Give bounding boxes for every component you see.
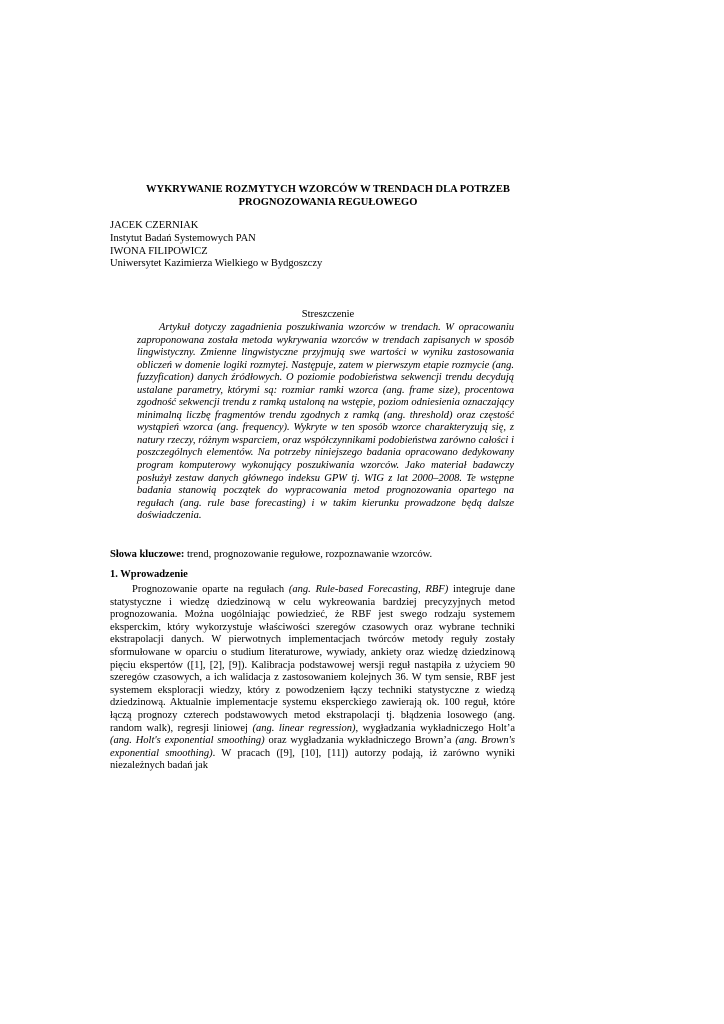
abstract-heading: Streszczenie: [301, 309, 355, 320]
title-line-2: PROGNOZOWANIA REGUŁOWEGO: [238, 197, 418, 208]
paragraph-segment-italic: (ang. Rule-based Forecasting, RBF): [288, 584, 449, 595]
paragraph-segment-italic: (ang. Brown's exponential smoothing): [110, 735, 515, 759]
keywords-label: Słowa kluczowe:: [110, 549, 185, 560]
author-name-2: IWONA FILIPOWICZ: [110, 245, 208, 257]
paragraph-segment-italic: (ang. Holt's exponential smoothing): [110, 735, 265, 747]
paragraph-segment: , wygładzania wykładniczego Holt’a: [355, 722, 515, 734]
paragraph-segment: . W pracach ([9], [10], [11]) autorzy podają, iż zarówno wyniki niezależnych badań jak: [110, 747, 516, 772]
section-heading: 1. Wprowadzenie: [110, 569, 188, 580]
paragraph-segment-italic: (ang. linear regression): [252, 722, 356, 734]
title-line-1: WYKRYWANIE ROZMYTYCH WZORCÓW W TRENDACH DLA POTRZEB: [146, 184, 510, 195]
author-affiliation-2: Uniwersytet Kazimierza Wielkiego w Bydgoszczy: [110, 258, 323, 270]
author-name-1: JACEK CZERNIAK: [110, 220, 199, 231]
author-affiliation-1: Instytut Badań Systemowych PAN: [110, 232, 256, 244]
paper-title: [110, 183, 546, 209]
paragraph-segment: oraz wygładzania wykładniczego Brown’a: [264, 735, 456, 747]
keywords-line: [110, 548, 520, 561]
paragraph-segment: integruje dane statystyczne i wiedzę dziedzinową w celu wykreowania bardziej precyzyjnych metod prognozowania. Można uogólniając powiedzieć, że RBF jest swego rodzaju systemem eksperckim, który wykorzystuje właściwości szeregów czasowych oraz wybrane techniki ekstrapolacji danych. W pierwotnych implementacjach twórców metody reguły zostały sformułowane w oparciu o studium literaturowe, wywiady, ankiety oraz wiedzę dziedzinową pięciu ekspertów ([1], [2], [9]). Kalibracja podstawowej wersji reguł nastąpiła z użyciem 90 szeregów czasowych, a ich walidacja z zastosowaniem kolejnych 36. W tym sensie, RBF jest systemem eksploracji wiedzy, który z powodzeniem łączy techniki statystyczne z wiedzą dziedzinową. Aktualnie implementacje systemu eksperckiego zawierają ok. 100 reguł, które łączą prognozy czterech podstawowych metod ekstrapolacji tj. błądzenia losowego (ang. random walk), regresji liniowej: [110, 584, 515, 734]
paragraph-segment: Prognozowanie oparte na regułach: [132, 584, 289, 595]
author-block: [110, 220, 510, 271]
abstract-text: Artykuł dotyczy zagadnienia poszukiwania wzorców w trendach. W opracowaniu zaproponowana została metoda wykrywania wzorców w trendach zapisanych w sposób lingwistyczny. Zmienne lingwistyczne przyjmują swe wartości w wyniku zastosowania obliczeń w domenie logiki rozmytej. Następuje, zatem w pierwszym etapie rozmycie (ang. fuzzyfication) danych źródłowych. O poziomie podobieństwa sekwencji trendu decydują ustalane parametry, którymi są: rozmiar ramki wzorca (ang. frame size), procentowa zgodność sekwencji trendu z ramką ustaloną na wstępie, poziom odniesienia oznaczający minimalną liczbę fragmentów trendu zgodnych z ramką (ang. threshold) oraz częstość wystąpień wzorca (ang. frequency). Wykryte w ten sposób wzorce charakteryzują się, z natury rzeczy, różnym wsparciem, oraz współczynnikami podobieństwa zarówno całości i poszczególnych elementów. Na potrzeby niniejszego badania opracowano dedykowany program komputerowy wykonujący poszukiwania wzorców. Jako materiał badawczy posłużył zestaw danych głównego indeksu GPW tj. WIG z lat 2000–2008. Te wstępne badania stanowią początek do wypracowania metod prognozowania opartego na regułach (ang. rule base forecasting) i w takim kierunku prowadzone będą dalsze doświadczenia.: [137, 322, 514, 522]
keywords-text: trend, prognozowanie regułowe, rozpoznawanie wzorców.: [187, 549, 433, 560]
section-paragraph: [110, 584, 515, 773]
